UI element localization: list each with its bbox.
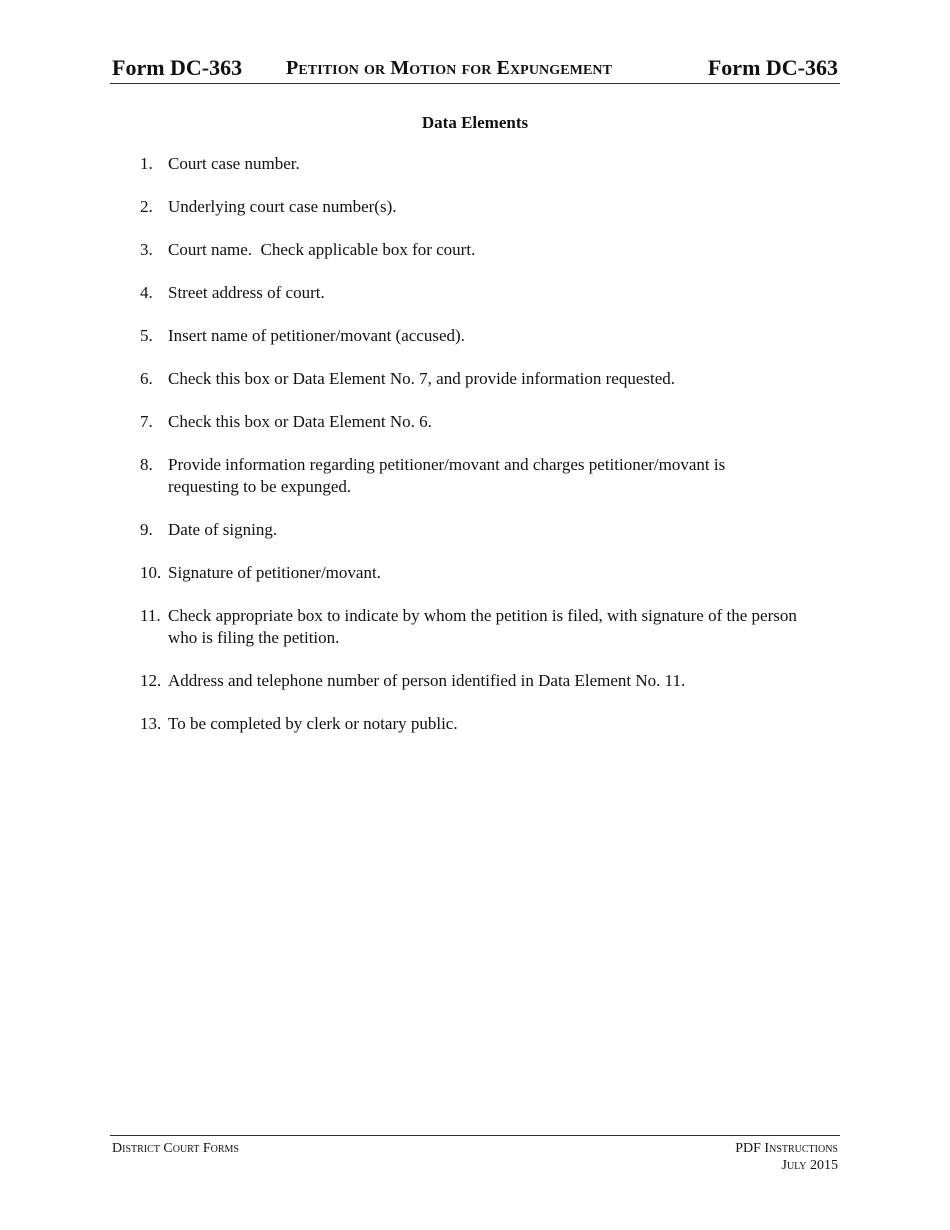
item-text: Street address of court. bbox=[168, 283, 325, 302]
item-text: Provide information regarding petitioner/movant and charges petitioner/movant is requesting to be expunged. bbox=[168, 455, 726, 496]
list-item bbox=[140, 519, 820, 541]
footer-left-label: District Court Forms bbox=[112, 1141, 239, 1156]
item-number: 4. bbox=[140, 283, 153, 302]
list-item bbox=[140, 562, 820, 584]
item-number: 6. bbox=[140, 369, 153, 388]
item-number: 7. bbox=[140, 412, 153, 431]
item-number: 1. bbox=[140, 154, 153, 173]
item-number: 2. bbox=[140, 197, 153, 216]
item-text: Insert name of petitioner/movant (accused). bbox=[168, 326, 465, 345]
footer-date-label: July 2015 bbox=[781, 1158, 838, 1173]
list-item bbox=[140, 282, 820, 304]
item-number: 3. bbox=[140, 240, 153, 259]
item-text: Underlying court case number(s). bbox=[168, 197, 397, 216]
list-item bbox=[140, 670, 820, 692]
form-id-right: Form DC-363 bbox=[707, 55, 838, 80]
list-item bbox=[140, 713, 820, 735]
form-title: Petition or Motion for Expungement bbox=[286, 57, 613, 79]
page-header bbox=[110, 56, 840, 84]
item-number: 11. bbox=[140, 606, 161, 625]
data-elements-list bbox=[140, 153, 820, 756]
list-item bbox=[140, 239, 820, 261]
item-text: Check appropriate box to indicate by whom the petition is filed, with signature of the person who is filing the petition. bbox=[168, 606, 797, 647]
footer-right-block bbox=[735, 1140, 838, 1174]
item-text: Date of signing. bbox=[168, 520, 278, 539]
item-text: Check this box or Data Element No. 7, and provide information requested. bbox=[168, 369, 676, 388]
list-item bbox=[140, 454, 820, 498]
list-item bbox=[140, 196, 820, 218]
item-text: Address and telephone number of person identified in Data Element No. 11. bbox=[168, 671, 686, 690]
list-item bbox=[140, 411, 820, 433]
list-item bbox=[140, 368, 820, 390]
item-number: 8. bbox=[140, 455, 153, 474]
form-id-left: Form DC-363 bbox=[112, 55, 243, 80]
item-text: Court name. Check applicable box for court. bbox=[168, 240, 476, 259]
footer-instructions-label: PDF Instructions bbox=[735, 1141, 838, 1156]
item-text: Check this box or Data Element No. 6. bbox=[168, 412, 432, 431]
item-number: 5. bbox=[140, 326, 153, 345]
list-item bbox=[140, 605, 820, 649]
list-item bbox=[140, 153, 820, 175]
section-heading: Data Elements bbox=[421, 113, 529, 132]
item-number: 13. bbox=[140, 714, 162, 733]
item-text: Court case number. bbox=[168, 154, 300, 173]
item-number: 9. bbox=[140, 520, 153, 539]
page-footer bbox=[110, 1135, 840, 1173]
list-item bbox=[140, 325, 820, 347]
item-number: 12. bbox=[140, 671, 162, 690]
item-text: Signature of petitioner/movant. bbox=[168, 563, 381, 582]
item-text: To be completed by clerk or notary public. bbox=[168, 714, 458, 733]
item-number: 10. bbox=[140, 563, 162, 582]
